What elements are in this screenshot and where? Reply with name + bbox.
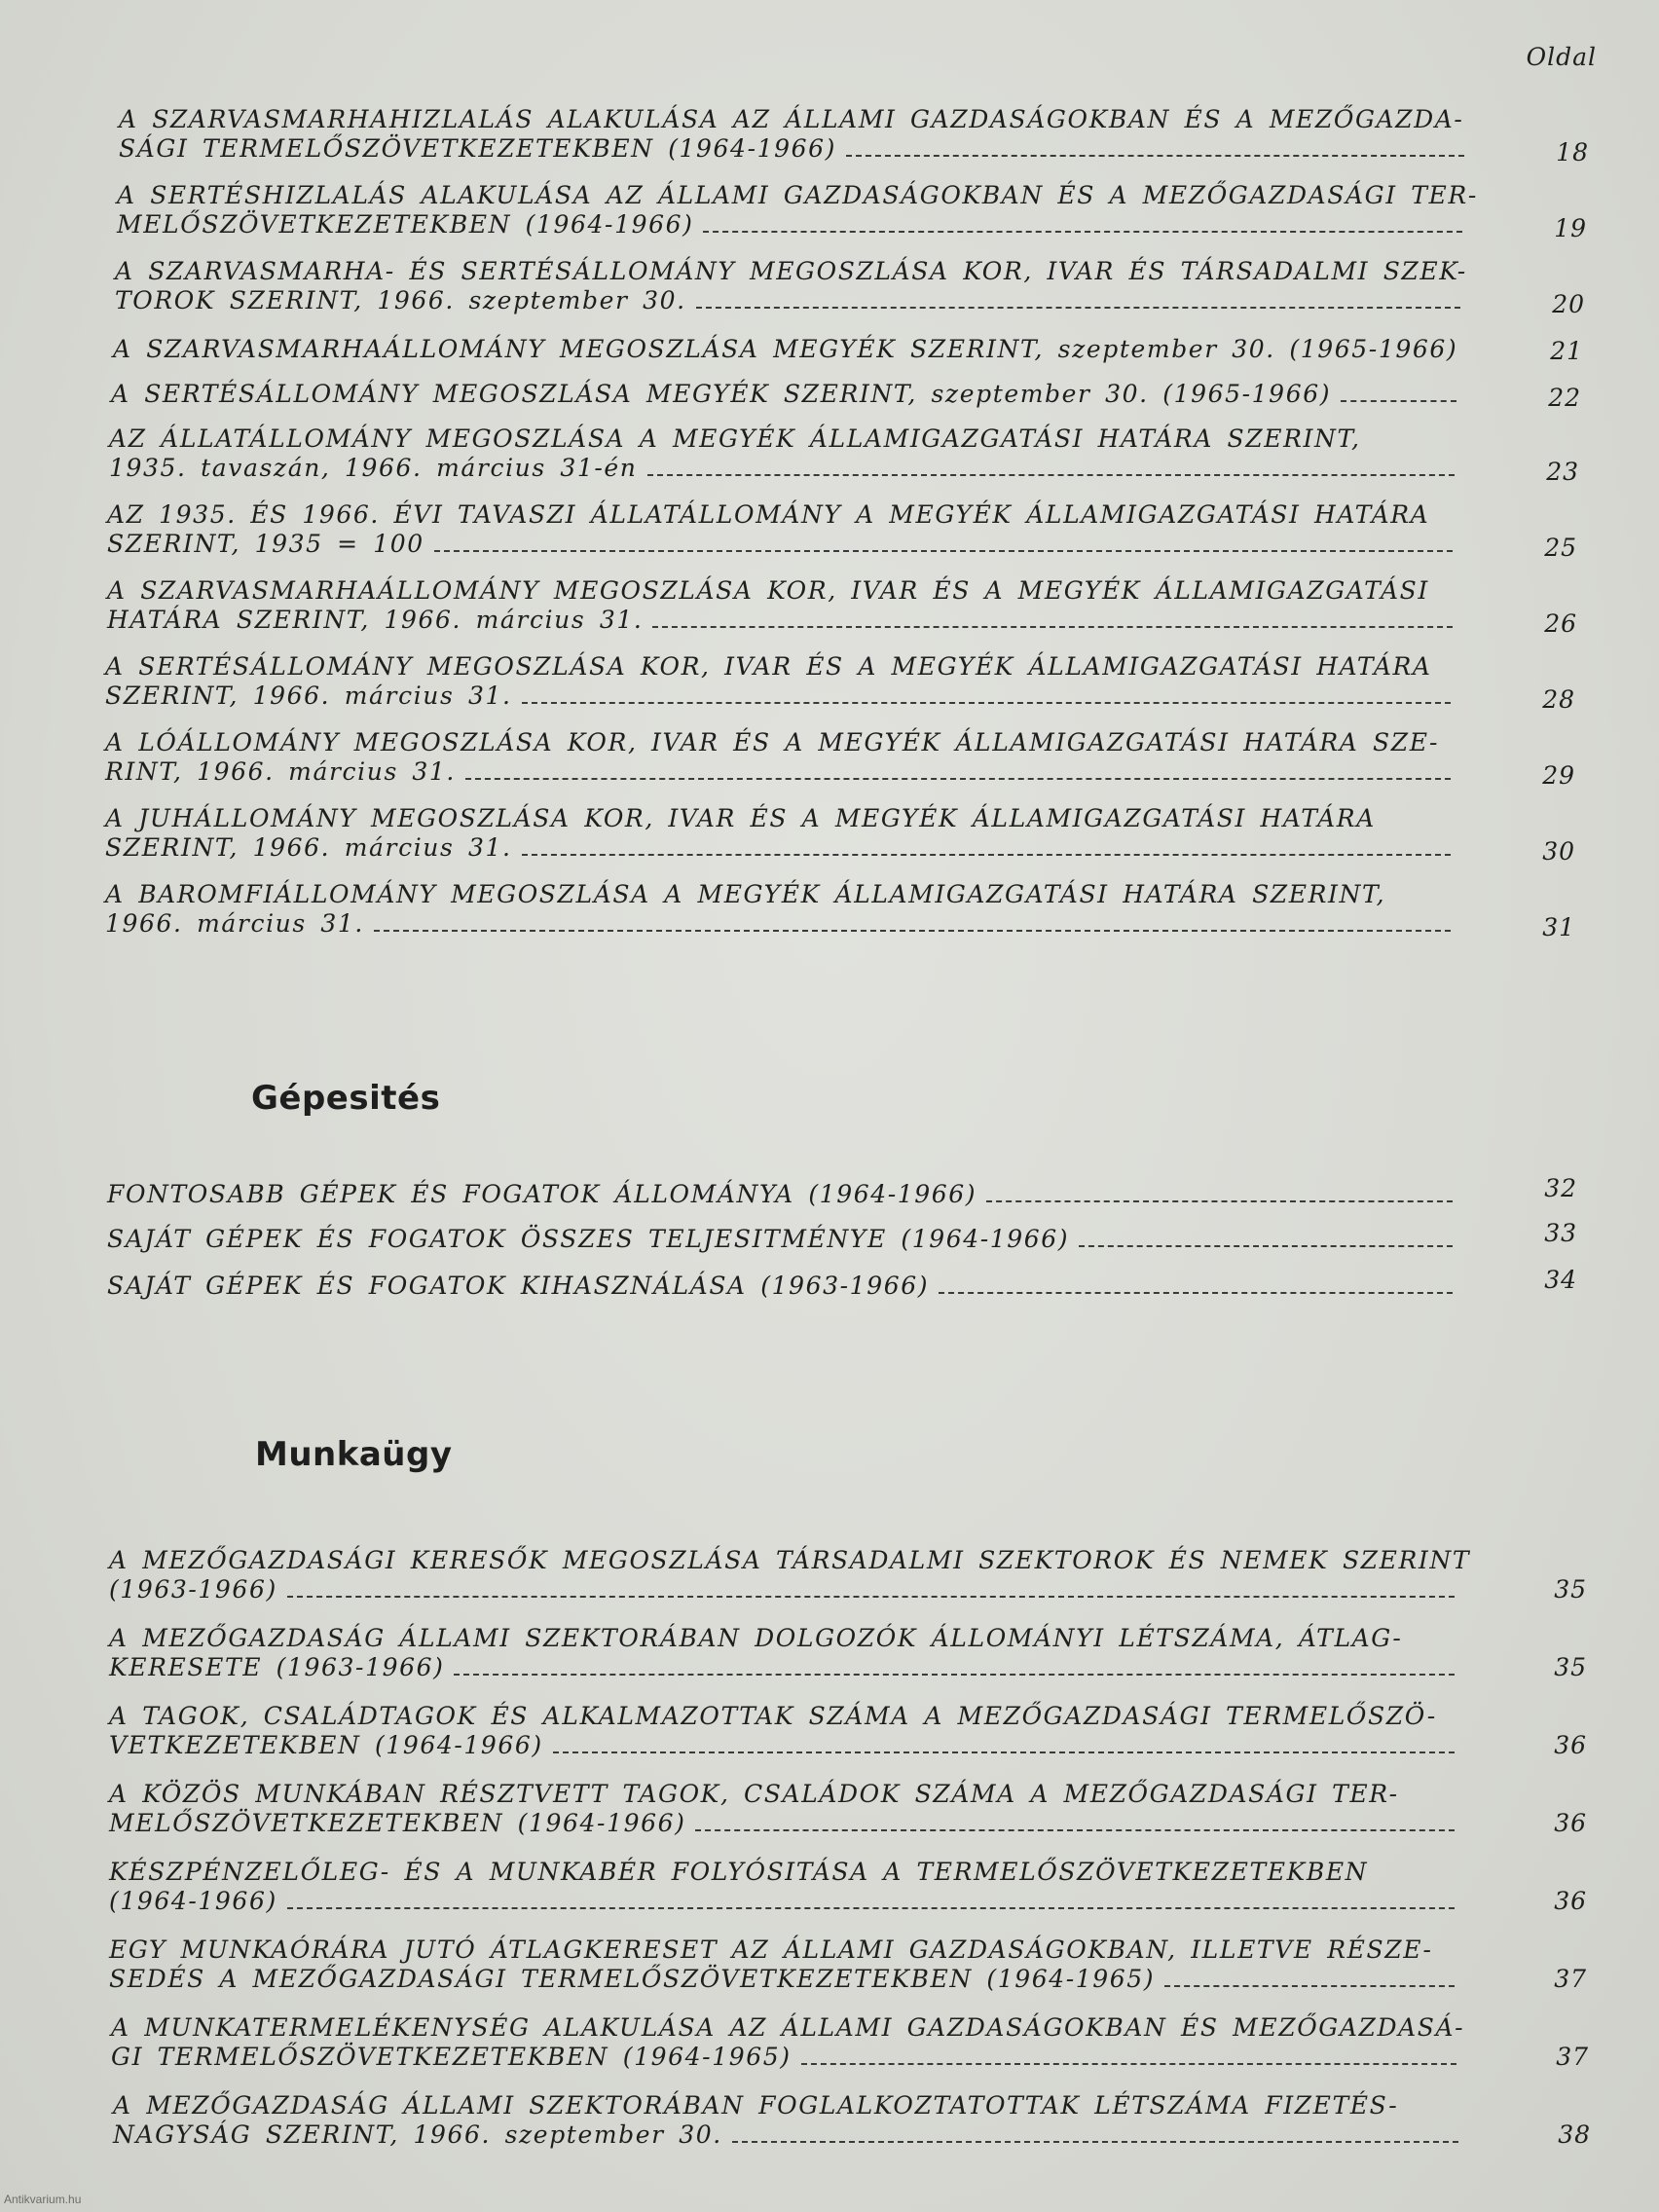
toc-leader-dots (647, 474, 1455, 476)
toc-entry-page: 35 (1554, 1653, 1587, 1681)
toc-entry-title: A TAGOK, CSALÁDTAGOK ÉS ALKALMAZOTTAK SZÁMA A MEZŐGAZDASÁGI TERMELŐSZÖ- VETKEZETEKBEN (1964-1966) (109, 1702, 1437, 1759)
toc-entry-page: 20 (1552, 290, 1585, 318)
toc-entry[interactable] (105, 880, 1575, 950)
toc-entry[interactable] (109, 1858, 1587, 1928)
toc-leader-dots (374, 930, 1451, 932)
toc-leader-dots (454, 1674, 1455, 1676)
toc-entry-title: A SERTÉSHIZLALÁS ALAKULÁSA AZ ÁLLAMI GAZDASÁGOKBAN ÉS A MEZŐGAZDASÁGI TER- MELŐSZÖVETKEZETEKBEN (1964-1966) (117, 181, 1478, 239)
toc-leader-dots (939, 1292, 1453, 1294)
toc-entry[interactable] (115, 257, 1585, 327)
toc-entry-title: A SZARVASMARHA- ÉS SERTÉSÁLLOMÁNY MEGOSZLÁSA KOR, IVAR ÉS TÁRSADALMI SZEK- TOROK SZERINT, 1966. szeptember 30. (115, 257, 1467, 314)
toc-entry-page: 21 (1550, 337, 1583, 365)
toc-entry-title: KÉSZPÉNZELŐLEG- ÉS A MUNKABÉR FOLYÓSITÁSA A TERMELŐSZÖVETKEZETEKBEN (1964-1966) (109, 1858, 1369, 1915)
toc-entry-title: A LÓÁLLOMÁNY MEGOSZLÁSA KOR, IVAR ÉS A MEGYÉK ÁLLAMIGAZGATÁSI HATÁRA SZE- RINT, 1966. március 31. (105, 728, 1440, 786)
toc-leader-dots (801, 2063, 1456, 2065)
toc-entry-page: 19 (1554, 214, 1587, 242)
toc-entry-title: SAJÁT GÉPEK ÉS FOGATOK ÖSSZES TELJESITMÉNYE (1964-1966) (107, 1225, 1070, 1253)
toc-entry-title: AZ 1935. ÉS 1966. ÉVI TAVASZI ÁLLATÁLLOMÁNY A MEGYÉK ÁLLAMIGAZGATÁSI HATÁRA SZERINT, 1935 = 100 (107, 500, 1430, 558)
toc-entry-page: 22 (1548, 384, 1581, 412)
toc-entry-title: AZ ÁLLATÁLLOMÁNY MEGOSZLÁSA A MEGYÉK ÁLLAMIGAZGATÁSI HATÁRA SZERINT, 1935. tavaszán, 1966. március 31-én (109, 424, 1361, 482)
toc-entry-title: A SZARVASMARHAÁLLOMÁNY MEGOSZLÁSA MEGYÉK SZERINT, szeptember 30. (1965-1966) (113, 335, 1458, 363)
toc-entry[interactable] (107, 576, 1577, 646)
toc-entry-page: 38 (1558, 2120, 1591, 2149)
toc-entry-title: A SZARVASMARHAÁLLOMÁNY MEGOSZLÁSA KOR, IVAR ÉS A MEGYÉK ÁLLAMIGAZGATÁSI HATÁRA SZERINT, 1966. március 31. (107, 576, 1429, 634)
toc-leader-dots (732, 2141, 1458, 2143)
section-heading-labour: Munkaügy (255, 1435, 453, 1474)
toc-entry-title: A SZARVASMARHAHIZLALÁS ALAKULÁSA AZ ÁLLAMI GAZDASÁGOKBAN ÉS A MEZŐGAZDA- SÁGI TERMELŐSZÖVETKEZETEKBEN (1964-1966) (119, 105, 1464, 163)
toc-entry-page: 36 (1554, 1809, 1587, 1837)
toc-entry-page: 18 (1556, 138, 1589, 166)
toc-entry-title: A MEZŐGAZDASÁG ÁLLAMI SZEKTORÁBAN FOGLALKOZTATOTTAK LÉTSZÁMA FIZETÉS- NAGYSÁG SZERINT, 1966. szeptember 30. (113, 2091, 1399, 2149)
toc-entry-title: SAJÁT GÉPEK ÉS FOGATOK KIHASZNÁLÁSA (1963-1966) (107, 1272, 930, 1300)
toc-entry-page: 32 (1544, 1174, 1577, 1202)
toc-entry-title: A SERTÉSÁLLOMÁNY MEGOSZLÁSA KOR, IVAR ÉS A MEGYÉK ÁLLAMIGAZGATÁSI HATÁRA SZERINT, 1966. március 31. (105, 652, 1432, 710)
toc-entry-title: EGY MUNKAÓRÁRA JUTÓ ÁTLAGKERESET AZ ÁLLAMI GAZDASÁGOKBAN, ILLETVE RÉSZE- SEDÉS A MEZŐGAZDASÁGI TERMELŐSZÖVETKEZETEKBEN (1964-1965) (109, 1936, 1433, 1993)
toc-leader-dots (703, 231, 1462, 233)
toc-leader-dots (696, 307, 1460, 309)
toc-entry[interactable] (111, 2013, 1589, 2083)
toc-entry-title: A KÖZÖS MUNKÁBAN RÉSZTVETT TAGOK, CSALÁDOK SZÁMA A MEZŐGAZDASÁGI TER- MELŐSZÖVETKEZETEKBEN (1964-1966) (109, 1780, 1399, 1837)
toc-entry-title: A MEZŐGAZDASÁG ÁLLAMI SZEKTORÁBAN DOLGOZÓK ÁLLOMÁNYI LÉTSZÁMA, ÁTLAG- KERESETE (1963-1966) (109, 1624, 1403, 1681)
toc-entry-title: A JUHÁLLOMÁNY MEGOSZLÁSA KOR, IVAR ÉS A MEGYÉK ÁLLAMIGAZGATÁSI HATÁRA SZERINT, 1966. március 31. (105, 804, 1376, 862)
toc-entry[interactable] (105, 804, 1575, 874)
toc-leader-dots (695, 1829, 1455, 1831)
toc-leader-dots (287, 1907, 1455, 1909)
toc-leader-dots (1341, 400, 1456, 402)
toc-entry[interactable] (119, 105, 1589, 175)
toc-entry[interactable] (109, 424, 1579, 495)
toc-entry-title: A BAROMFIÁLLOMÁNY MEGOSZLÁSA A MEGYÉK ÁLLAMIGAZGATÁSI HATÁRA SZERINT, 1966. március 31. (105, 880, 1386, 938)
toc-entry-page: 37 (1554, 1965, 1587, 1993)
toc-entry[interactable] (105, 728, 1575, 798)
toc-entry-title: A SERTÉSÁLLOMÁNY MEGOSZLÁSA MEGYÉK SZERINT, szeptember 30. (1965-1966) (111, 380, 1332, 408)
watermark-logo: Antikvarium.hu (4, 2193, 82, 2206)
toc-entry-page: 31 (1542, 913, 1575, 941)
toc-entry-title: A MEZŐGAZDASÁGI KERESŐK MEGOSZLÁSA TÁRSADALMI SZEKTOROK ÉS NEMEK SZERINT (1963-1966) (109, 1546, 1471, 1604)
section-heading-mechanization: Gépesités (251, 1079, 441, 1118)
toc-entry-page: 25 (1544, 534, 1577, 562)
toc-leader-dots (1164, 1985, 1455, 1987)
toc-leader-dots (986, 1200, 1453, 1202)
toc-entry-page: 29 (1542, 761, 1575, 790)
toc-entry[interactable] (109, 1624, 1587, 1694)
toc-leader-dots (522, 702, 1451, 704)
page-column-header: Oldal (1526, 43, 1597, 71)
toc-entry[interactable] (113, 2091, 1591, 2161)
toc-leader-dots (465, 778, 1451, 780)
toc-entry-page: 34 (1544, 1266, 1577, 1294)
toc-leader-dots (287, 1596, 1455, 1598)
toc-entry-page: 35 (1554, 1575, 1587, 1604)
toc-entry[interactable] (109, 1780, 1587, 1850)
toc-entry-page: 33 (1544, 1219, 1577, 1247)
toc-entry[interactable] (109, 1936, 1587, 2006)
toc-entry-page: 36 (1554, 1731, 1587, 1759)
toc-entry-page: 30 (1542, 837, 1575, 866)
toc-leader-dots (652, 626, 1453, 628)
toc-entry[interactable] (107, 1266, 1577, 1342)
toc-entry-page: 37 (1556, 2043, 1589, 2071)
toc-leader-dots (522, 854, 1451, 856)
toc-entry-title: A MUNKATERMELÉKENYSÉG ALAKULÁSA AZ ÁLLAMI GAZDASÁGOKBAN ÉS MEZŐGAZDASÁ- GI TERMELŐSZÖVETKEZETEKBEN (1964-1965) (111, 2013, 1465, 2071)
toc-entry-title: FONTOSABB GÉPEK ÉS FOGATOK ÁLLOMÁNYA (1964-1966) (107, 1180, 977, 1208)
toc-entry[interactable] (107, 500, 1577, 571)
toc-entry[interactable] (109, 1546, 1587, 1616)
toc-leader-dots (553, 1751, 1455, 1753)
toc-entry-page: 28 (1542, 685, 1575, 714)
toc-leader-dots (846, 155, 1464, 157)
toc-entry-page: 36 (1554, 1887, 1587, 1915)
toc-entry-page: 26 (1544, 609, 1577, 638)
toc-leader-dots (1079, 1245, 1453, 1247)
toc-entry-page: 23 (1546, 458, 1579, 486)
toc-entry[interactable] (109, 1702, 1587, 1772)
toc-leader-dots (434, 550, 1453, 552)
toc-entry[interactable] (117, 181, 1587, 251)
toc-entry[interactable] (105, 652, 1575, 722)
